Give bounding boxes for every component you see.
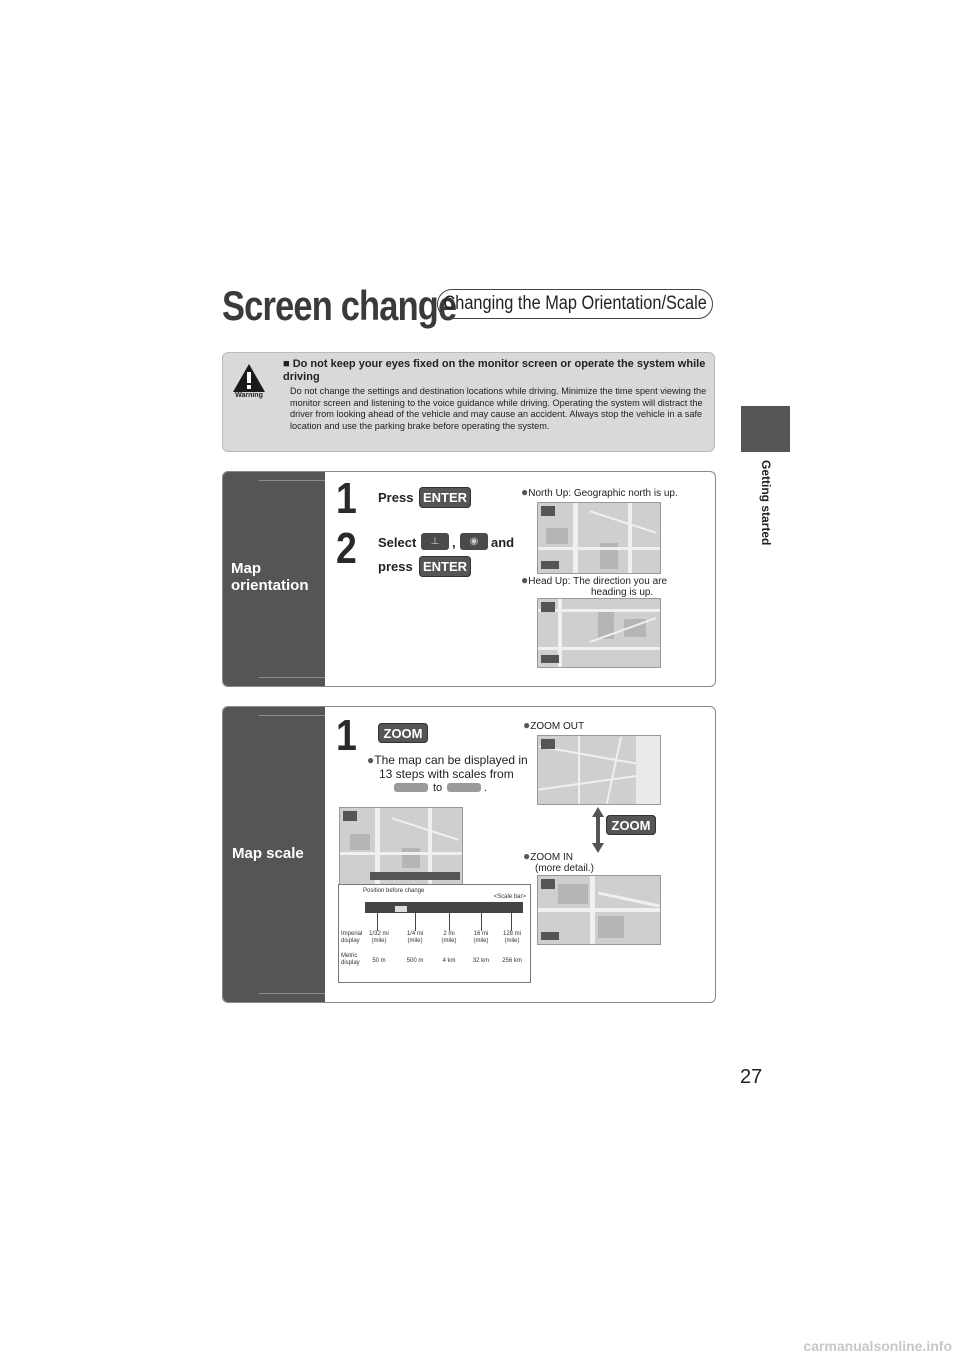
metric-label: Metric display (341, 953, 360, 966)
warning-heading: ■ Do not keep your eyes fixed on the monitor screen or operate the system while driving (283, 358, 706, 383)
square-bullet-icon: ■ (283, 358, 293, 370)
bullet-icon: ● (521, 485, 529, 499)
scale-bar (365, 902, 523, 913)
step-number: 2 (336, 524, 357, 573)
head-up-map (537, 598, 661, 668)
note-to: to (433, 782, 443, 794)
metric-value: 32 km (472, 958, 490, 964)
enter-key: ENTER (419, 487, 471, 508)
enter-key: ENTER (419, 556, 471, 577)
step-text: , (452, 535, 456, 550)
imperial-value: 1/32 mi (mile) (369, 931, 389, 944)
page-subtitle: Changing the Map Orientation/Scale (437, 289, 713, 319)
step-number: 1 (336, 711, 357, 760)
imperial-label: Imperial display (341, 931, 363, 944)
step-number: 1 (336, 474, 357, 523)
warning-body: Do not change the settings and destination locations while driving. Minimize the time spent viewing the monitor screen and listening to the voice guidance while driving. Operating the system will distract the driver from looking ahead of the vehicle and may cause an accident. Always stop the vehicle in a safe location and use the parking brake before operating the system. (290, 386, 707, 431)
metric-value: 256 km (502, 958, 522, 964)
imperial-value: 128 mi (mile) (502, 931, 521, 944)
zoom-key: ZOOM (378, 723, 428, 743)
imperial-value: 1/4 mi (mile) (406, 931, 424, 944)
page-number: 27 (740, 1066, 763, 1088)
divider (259, 480, 325, 481)
bullet-icon: ● (367, 753, 375, 767)
section-side-label: Getting started (759, 460, 773, 546)
panel-label: Map orientation (231, 560, 309, 594)
bullet-icon: ● (521, 573, 529, 587)
zoom-in-note: ●ZOOM IN (more detail.) (523, 849, 594, 874)
bullet-icon: ● (523, 718, 531, 732)
section-tab-marker (741, 406, 790, 452)
watermark: carmanualsonline.info (803, 1338, 952, 1354)
min-scale-icon (394, 783, 428, 792)
metric-value: 50 m (372, 958, 386, 964)
max-scale-icon (447, 783, 481, 792)
panel-side-bar (223, 472, 325, 686)
position-label: Position before change (363, 888, 425, 894)
panel-label: Map scale (232, 845, 304, 862)
scale-example-map (339, 807, 463, 885)
north-up-note: ●North Up: Geographic north is up. (521, 485, 678, 499)
zoom-in-map (537, 875, 661, 945)
scale-bar-label: <Scale bar> (493, 894, 526, 900)
north-up-icon: ⊥ (421, 533, 449, 550)
scale-steps-note: ●The map can be displayed in 13 steps with scales from (367, 753, 528, 781)
warning-label: Warning (235, 392, 263, 399)
step-text: and (491, 535, 515, 550)
step-text: Press (378, 490, 414, 505)
panel-side-bar (223, 707, 325, 1002)
metric-value: 4 km (442, 958, 456, 964)
imperial-value: 2 mi (mile) (441, 931, 457, 944)
map-orientation-panel (222, 471, 716, 687)
note-end: . (484, 782, 488, 794)
zoom-out-note: ●ZOOM OUT (523, 718, 585, 732)
bullet-icon: ● (523, 849, 531, 863)
page-title: Screen change (222, 282, 457, 329)
metric-value: 500 m (406, 958, 424, 964)
step-text: press (378, 559, 413, 574)
scale-bar-marker (395, 906, 407, 912)
step-text: Select (378, 535, 417, 550)
divider (259, 993, 325, 994)
scale-bar-figure (338, 884, 531, 983)
double-arrow-icon (591, 807, 605, 853)
head-up-icon: ◉ (460, 533, 488, 550)
north-up-map (537, 502, 661, 574)
head-up-note: ●Head Up: The direction you are heading is up. (521, 573, 668, 598)
zoom-key: ZOOM (606, 815, 656, 835)
divider (259, 715, 325, 716)
divider (259, 677, 325, 678)
zoom-out-map (537, 735, 661, 805)
imperial-value: 16 mi (mile) (473, 931, 489, 944)
